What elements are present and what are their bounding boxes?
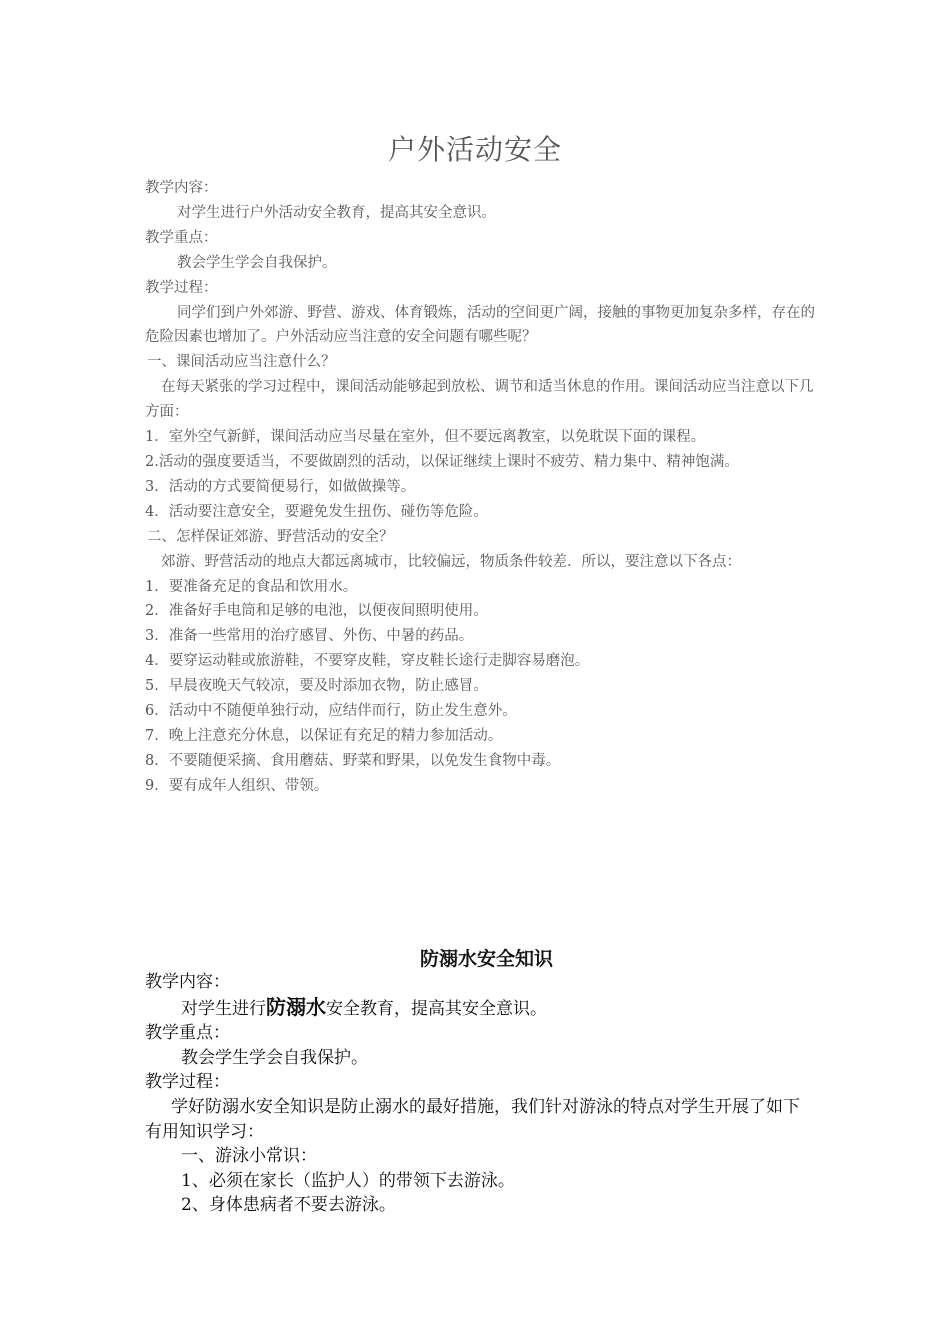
content-label: 教学内容： bbox=[145, 180, 218, 196]
content-text: 对学生进行户外活动安全教育，提高其安全意识。 bbox=[177, 204, 496, 221]
list-item: 2、身体患病者不要去游泳。 bbox=[181, 1195, 396, 1216]
content-label: 教学内容： bbox=[145, 972, 230, 992]
content-text-highlight: 防溺水 bbox=[266, 994, 326, 1019]
list-item: 1．室外空气新鲜，课间活动应当尽量在室外，但不要远离教室，以免耽误下面的课程。 bbox=[145, 429, 706, 446]
focus-label: 教学重点： bbox=[145, 229, 218, 246]
section-outdoor-safety bbox=[145, 176, 815, 799]
section-drowning-prevention bbox=[145, 970, 815, 1218]
list-item: 1．要准备充足的食品和饮用水。 bbox=[145, 578, 358, 595]
focus-text: 教会学生学会自我保护。 bbox=[177, 254, 337, 271]
list-item: 2．准备好手电筒和足够的电池，以便夜间照明使用。 bbox=[145, 603, 488, 620]
list-item: 5．早晨夜晚天气较凉，要及时添加衣物，防止感冒。 bbox=[145, 678, 488, 695]
list-item: 9．要有成年人组织、带领。 bbox=[145, 777, 329, 794]
focus-label: 教学重点： bbox=[145, 1023, 230, 1044]
list-item: 3．准备一些常用的治疗感冒、外伤、中暑的药品。 bbox=[145, 628, 474, 645]
content-text bbox=[145, 995, 815, 1022]
question-2: 二、怎样保证郊游、野营活动的安全？ bbox=[147, 528, 394, 545]
focus-text: 教会学生学会自我保护。 bbox=[181, 1047, 368, 1068]
question-2-intro: 郊游、野营活动的地点大都远离城市，比较偏远，物质条件较差．所以，要注意以下各点： bbox=[161, 553, 741, 570]
process-label: 教学过程： bbox=[145, 279, 218, 296]
question-1: 一、课间活动应当注意什么？ bbox=[147, 354, 336, 371]
list-item: 6．活动中不随便单独行动，应结伴而行，防止发生意外。 bbox=[145, 703, 517, 720]
list-item: 1、必须在家长（监护人）的带领下去游泳。 bbox=[181, 1170, 515, 1191]
list-item: 7．晚上注意充分休息，以保证有充足的精力参加活动。 bbox=[145, 727, 503, 744]
list-item: 4．活动要注意安全，要避免发生扭伤、碰伤等危险。 bbox=[145, 503, 488, 520]
content-text-pre: 对学生进行 bbox=[181, 998, 266, 1019]
list-item: 3．活动的方式要简便易行，如做做操等。 bbox=[145, 478, 416, 495]
process-label: 教学过程： bbox=[145, 1072, 230, 1093]
list-item: 8．不要随便采摘、食用蘑菇、野菜和野果，以免发生食物中毒。 bbox=[145, 752, 561, 769]
list-item: 4．要穿运动鞋或旅游鞋，不要穿皮鞋，穿皮鞋长途行走脚容易磨泡。 bbox=[145, 653, 590, 670]
content-text-post: 安全教育，提高其安全意识。 bbox=[326, 998, 547, 1019]
question-1-intro: 在每天紧张的学习过程中，课间活动能够起到放松、调节和适当休息的作用。课间活动应当注意以下几方面： bbox=[145, 379, 814, 421]
process-intro: 同学们到户外郊游、野营、游戏、体育锻炼，活动的空间更广阔，接触的事物更加复杂多样，存在的危险因素也增加了。户外活动应当注意的安全问题有哪些呢？ bbox=[145, 304, 815, 346]
list-item: 2.活动的强度要适当，不要做剧烈的活动，以保证继续上课时不疲劳、精力集中、精神饱满。 bbox=[145, 453, 739, 470]
title-drowning-prevention: 防溺水安全知识 bbox=[420, 948, 554, 970]
process-intro: 学好防溺水安全知识是防止溺水的最好措施，我们针对游泳的特点对学生开展了如下有用知识学习： bbox=[145, 1096, 800, 1142]
title-outdoor-safety: 户外活动安全 bbox=[387, 133, 562, 166]
subheading-swimming-tips: 一、游泳小常识： bbox=[181, 1146, 317, 1167]
